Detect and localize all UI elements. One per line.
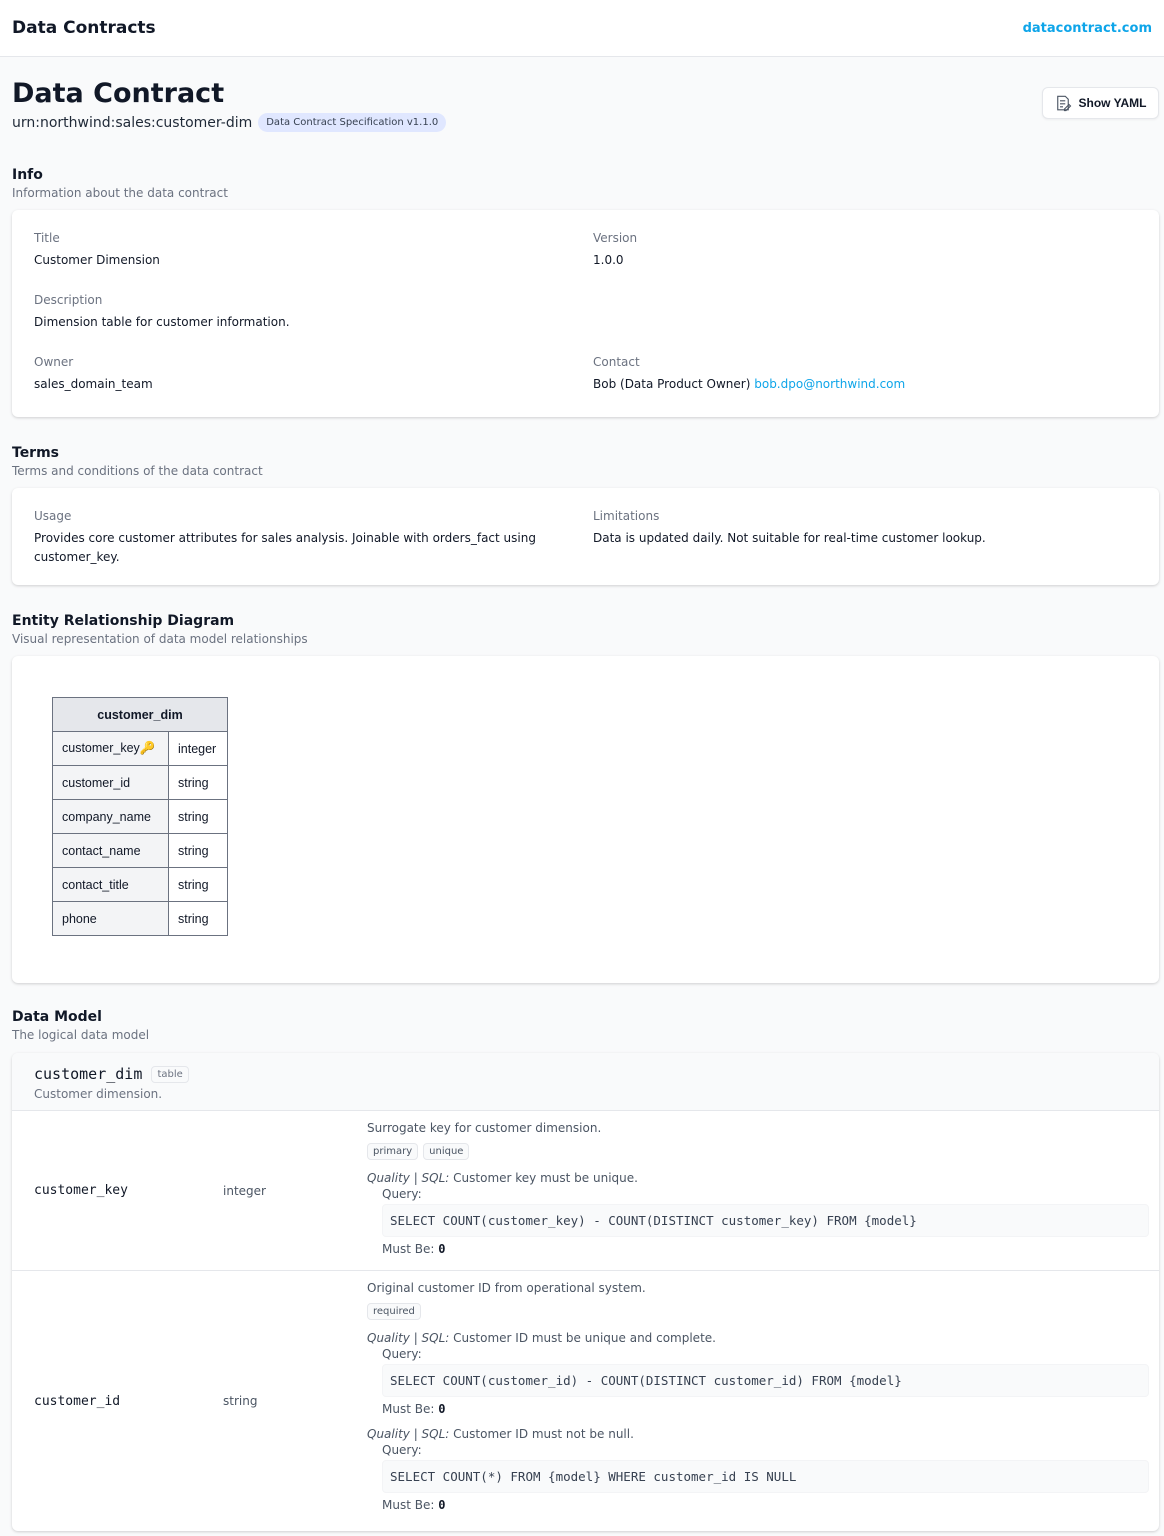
query-label: Query: [382,1187,422,1201]
version-value: 1.0.0 [593,253,624,267]
terms-subtitle: Terms and conditions of the data contract [12,464,263,478]
owner-value: sales_domain_team [34,377,153,391]
contract-urn: urn:northwind:sales:customer-dim [12,114,253,131]
contact-name: Bob (Data Product Owner) [593,377,751,391]
erd-field-type: integer [169,732,228,766]
limitations-field [593,509,1137,566]
query-code: SELECT COUNT(customer_key) - COUNT(DISTINCT customer_key) FROM {model} [382,1204,1149,1237]
data-model-card [12,1053,1159,1531]
erd-row [53,732,228,766]
document-edit-icon [1054,94,1072,112]
query-code: SELECT COUNT(customer_id) - COUNT(DISTINCT customer_id) FROM {model} [382,1364,1149,1397]
top-bar [0,0,1164,57]
quality-title: Quality | SQL: Customer ID must not be null. [367,1427,634,1441]
must-be: Must Be: 0 [382,1402,446,1416]
field-name: customer_key [34,1183,128,1198]
contact-label: Contact [593,355,640,369]
query-label: Query: [382,1347,422,1361]
model-description: Customer dimension. [34,1087,163,1101]
field-details [346,1111,1159,1270]
version-label: Version [593,231,638,245]
field-type: string [223,1394,258,1408]
field-tags [367,1143,1149,1160]
erd-card [12,656,1159,983]
key-icon: 🔑 [139,741,156,755]
datacontract-link[interactable]: datacontract.com [1022,20,1152,36]
terms-card [12,488,1159,585]
description-value: Dimension table for customer information. [34,315,290,329]
info-section [12,167,1159,417]
info-title: Info [12,167,43,183]
quality-check [367,1331,1149,1416]
model-type-tag: table [151,1066,188,1083]
erd-field-type: string [169,766,228,800]
query-label: Query: [382,1443,422,1457]
erd-row [53,902,228,936]
erd-field-type: string [169,902,228,936]
contact-email-link[interactable]: bob.dpo@northwind.com [754,377,906,391]
terms-title: Terms [12,445,60,461]
contact-value [593,375,1137,394]
main-content [0,57,1164,1531]
erd-field-name: customer_key🔑 [53,732,169,766]
erd-entity-name: customer_dim [53,698,228,732]
erd-subtitle: Visual representation of data model relationships [12,632,308,646]
field-description: Original customer ID from operational system. [367,1281,646,1295]
usage-label: Usage [34,509,72,523]
quality-check [367,1171,1149,1256]
data-model-title: Data Model [12,1009,102,1025]
info-subtitle: Information about the data contract [12,186,228,200]
owner-label: Owner [34,355,74,369]
erd-field-name: contact_name [53,834,169,868]
page-title: Data Contract [12,78,225,109]
show-yaml-button[interactable] [1042,87,1159,119]
erd-field-type: string [169,868,228,902]
field-tags [367,1303,1149,1320]
data-model-section [12,1009,1159,1531]
usage-value: Provides core customer attributes for sales analysis. Joinable with orders_fact using customer_key. [34,531,536,564]
title-field [34,231,593,271]
erd-row [53,800,228,834]
erd-field-name: company_name [53,800,169,834]
field-tag: unique [423,1143,469,1160]
contact-field [593,355,1137,395]
query-code: SELECT COUNT(*) FROM {model} WHERE customer_id IS NULL [382,1460,1149,1493]
title-value: Customer Dimension [34,253,160,267]
field-type: integer [223,1183,266,1198]
model-field-row [12,1111,1159,1271]
model-name: customer_dim [34,1065,143,1083]
erd-row [53,766,228,800]
erd-row [53,834,228,868]
quality-title: Quality | SQL: Customer key must be unique. [367,1171,638,1185]
erd-field-type: string [169,834,228,868]
model-header [12,1053,1159,1111]
erd-field-name: contact_title [53,868,169,902]
erd-row [53,868,228,902]
quality-title: Quality | SQL: Customer ID must be unique and complete. [367,1331,716,1345]
limitations-label: Limitations [593,509,660,523]
page-header [12,57,1159,167]
data-model-subtitle: The logical data model [12,1028,150,1042]
field-tag: primary [367,1143,418,1160]
title-label: Title [34,231,60,245]
field-details [346,1271,1159,1531]
brand-title: Data Contracts [12,18,156,38]
description-label: Description [34,293,103,307]
must-be: Must Be: 0 [382,1242,446,1256]
usage-field [34,509,593,566]
contract-id-row [12,113,446,132]
limitations-value: Data is updated daily. Not suitable for real-time customer lookup. [593,531,986,545]
quality-check [367,1427,1149,1512]
field-description: Surrogate key for customer dimension. [367,1121,602,1135]
description-field [34,293,1137,333]
must-be: Must Be: 0 [382,1498,446,1512]
model-field-row [12,1271,1159,1531]
field-name: customer_id [34,1393,121,1409]
field-tag: required [367,1303,421,1320]
erd-field-name: customer_id [53,766,169,800]
erd-title: Entity Relationship Diagram [12,613,235,629]
terms-section [12,445,1159,585]
owner-field [34,355,593,395]
erd-field-name: phone [53,902,169,936]
erd-section [12,613,1159,983]
erd-field-type: string [169,800,228,834]
info-card [12,210,1159,417]
version-field [593,231,1137,271]
show-yaml-label: Show YAML [1078,96,1147,110]
spec-version-badge: Data Contract Specification v1.1.0 [258,113,446,132]
erd-entity-table [52,697,228,936]
